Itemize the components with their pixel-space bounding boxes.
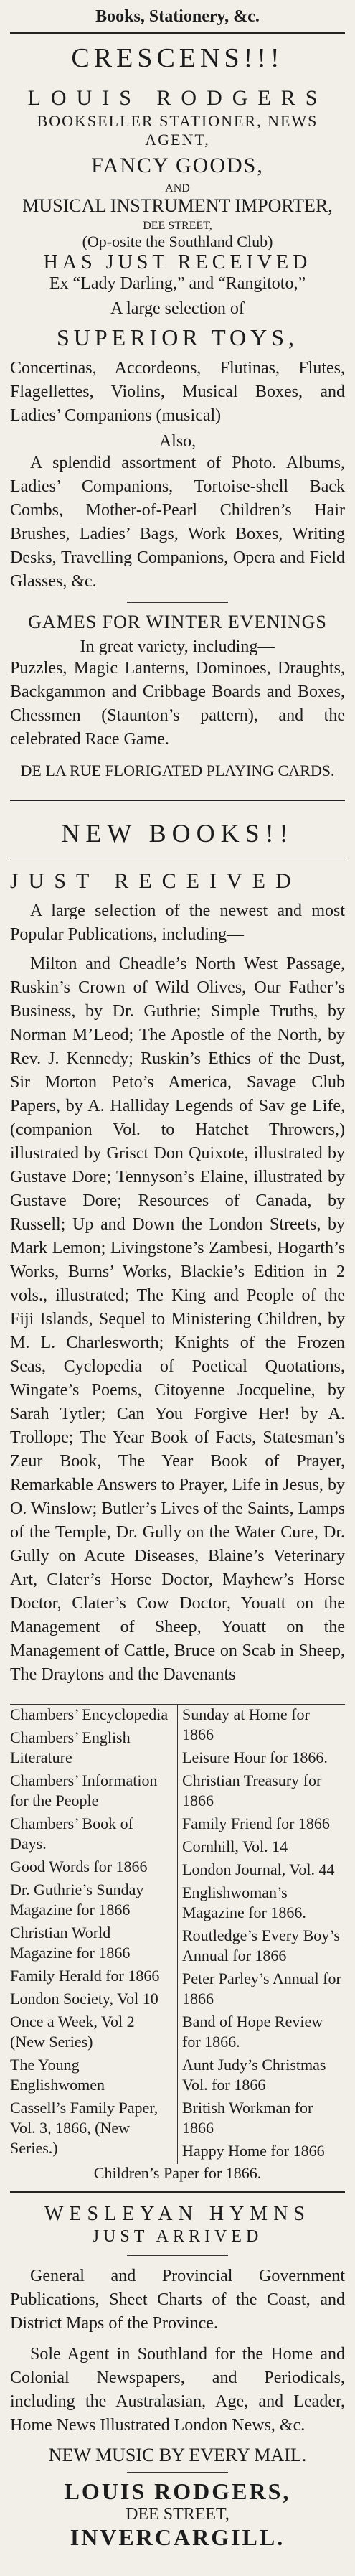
periodical-item: Peter Parley’s Annual for 1866 (182, 1969, 341, 2008)
periodical-item: British Workman for 1866 (182, 2098, 313, 2137)
periodical-item: Routledge’s Every Boy’s Annual for 1866 (182, 1926, 340, 1964)
periodical-item: Chambers’ Information for the People (10, 1771, 158, 1809)
periodical-item: Aunt Judy’s Christmas Vol. for 1866 (182, 2055, 326, 2094)
new-music-line: NEW MUSIC BY EVERY MAIL. (48, 2445, 307, 2466)
periodical-item: Dr. Guthrie’s Sunday Magazine for 1866 (10, 1880, 144, 1919)
hymns-headline: WESLEYAN HYMNS (44, 2202, 311, 2225)
new-books-headline: NEW BOOKS!! (61, 818, 294, 848)
street-line: DEE STREET, (143, 219, 212, 232)
book-list: Milton and Cheadle’s North West Passage, Ruskin’s Crown of Wild Olives, Our Father’s Business, by Dr. Guthrie; Simple Truths, by Norman M’Leod; The Apostle of the North, by Rev. J. Kennedy; Ruskin’s Ethics of the Dust, Sir Morton Peto’s America, Savage Club Papers, by A. Halliday Legends of Sav ge Life, (companion Vol. to Hatchet Throwers,) illustrated by Grisct Don Quixote, illustrated by Gustave Dore; Tennyson’s Elaine, illustrated by Gustave Dore; Resources of Canada, by Russell; Up and Down the London Streets, by Mark Lemon; Livingstone’s Zambesi, Hogarth’s Works, Burns’ Works, Blackie’s Edition in 2 vols., illustrated; The King and People of the Fiji Islands, Sequel to Ministering Children, by M. L. Charlesworth; Knights of the Frozen Seas, Cyclopedia of Poetical Quotations, Wingate’s Poems, Citoyenne Jocqueline, by Sarah Tytler; Can You Forgive Her! by A. Trollope; The Year Book of Facts, Statesman’s Zeur Book, The Year Book of Prayer, Remarkable Answers to Prayer, Life in Jesus, by O. Winslow; Butler’s Lives of the Saints, Lamps of the Temple, Dr. Gully on the Water Cure, Dr. Gully on Acute Diseases, Blaine’s Veterinary Art, Clater’s Horse Doctor, Mayhew’s Horse Doctor, Clater’s Cow Doctor, Youatt on the Management of Sheep, Youatt on the Management of Cattle, Bruce on Scab in Sheep, The Draytons and the Davenants (10, 954, 345, 1684)
periodical-item: Family Friend for 1866 (182, 1814, 330, 1832)
and-line: AND (165, 182, 190, 195)
advertisement-rodgers-toys (10, 34, 345, 800)
proprietor-name: LOUIS RODGERS (27, 85, 328, 110)
games-list: Puzzles, Magic Lanterns, Dominoes, Draughts, Backgammon and Cribbage Boards and Boxes, Chessmen (Staunton’s pattern), and the celebrated Race Game. (10, 658, 345, 749)
periodical-item: London Journal, Vol. 44 (182, 1860, 335, 1878)
musical-line: MUSICAL INSTRUMENT IMPORTER, (22, 195, 333, 216)
periodical-item: Happy Home for 1866 (182, 2141, 325, 2160)
periodical-item: Englishwoman’s Magazine for 1866. (182, 1883, 306, 1921)
periodical-item: Band of Hope Review for 1866. (182, 2012, 323, 2051)
intro-text: A large selection of the newest and most Popular Publications, including— (10, 901, 345, 944)
just-received-line: HAS JUST RECEIVED (43, 250, 312, 273)
periodical-item: Chambers’ Encyclopedia (10, 1705, 169, 1723)
crescens-headline: CRESCENS!!! (71, 43, 284, 73)
also-line: Also, (158, 431, 197, 451)
ships-line: Ex “Lady Darling,” and “Rangitoto,” (49, 273, 306, 293)
signature-town: INVERCARGILL. (70, 2524, 285, 2551)
signature-name: LOUIS RODGERS, (64, 2478, 291, 2505)
periodical-item: Cornhill, Vol. 14 (182, 1837, 288, 1855)
government-publications: General and Provincial Government Publications, Sheet Charts of the Coast, and District Maps of the Province. (10, 2267, 345, 2333)
advertisement-new-books (10, 801, 345, 2191)
periodical-item: Chambers’ English Literature (10, 1728, 131, 1766)
periodical-item: Cassell’s Family Paper, Vol. 3, 1866, (New Series.) (10, 2098, 158, 2157)
periodical-item: Christian Treasury for 1866 (182, 1771, 322, 1809)
opposite-line: (Op-osite the Southland Club) (82, 232, 273, 250)
games-title: GAMES FOR WINTER EVENINGS (28, 611, 327, 632)
periodical-item: Family Herald for 1866 (10, 1966, 160, 1985)
superior-toys-line: SUPERIOR TOYS, (56, 324, 299, 350)
games-intro: In great variety, including— (80, 637, 275, 656)
just-received-headline: JUST RECEIVED (10, 868, 301, 893)
periodicals-left-column (10, 1705, 178, 2164)
periodicals-table (10, 1705, 345, 2164)
section-heading: Books, Stationery, &c. (95, 7, 260, 26)
periodical-item: Sunday at Home for 1866 (182, 1705, 310, 1743)
periodical-item: Christian World Magazine for 1866 (10, 1923, 131, 1962)
short-divider (127, 2472, 227, 2473)
periodical-item: Once a Week, Vol 2 (New Series) (10, 2012, 135, 2051)
advertisement-hymns (10, 2193, 345, 2551)
arrived-line: JUST ARRIVED (92, 2227, 263, 2247)
signature-street: DEE STREET, (126, 2505, 229, 2524)
fancy-goods-line: FANCY GOODS, (91, 153, 264, 177)
large-selection-line: A large selection of (110, 299, 245, 318)
periodical-item: Good Words for 1866 (10, 1857, 148, 1875)
sole-agent-text: Sole Agent in Southland for the Home and Colonial Newspapers, and Periodicals, including the Australasian, Age, and Leader, Home News Illustrated London News, &c. (10, 2345, 345, 2435)
also-list: A splendid assortment of Photo. Albums, Ladies’ Companions, Tortoise-shell Back Combs, Mother-of-Pearl Children’s Hair Brushes, Ladies’ Bags, Work Boxes, Writing Desks, Travelling Companions, Opera and Field Glasses, &c. (10, 453, 345, 591)
childrens-paper-line: Children’s Paper for 1866. (93, 2163, 262, 2182)
periodical-item: The Young Englishwomen (10, 2055, 105, 2094)
periodical-item: Leisure Hour for 1866. (182, 1748, 328, 1766)
cards-line: DE LA RUE FLORIGATED PLAYING CARDS. (20, 761, 335, 779)
trades-line: BOOKSELLER STATIONER, NEWS AGENT, (37, 111, 318, 149)
periodicals-right-column (178, 1705, 345, 2164)
periodical-item: Chambers’ Book of Days. (10, 1814, 133, 1853)
toys-list: Concertinas, Accordeons, Flutinas, Flutes, Flagellettes, Violins, Musical Boxes, and Ladies’ Companions (musical) (10, 358, 345, 425)
periodical-item: London Society, Vol 10 (10, 1989, 158, 2008)
